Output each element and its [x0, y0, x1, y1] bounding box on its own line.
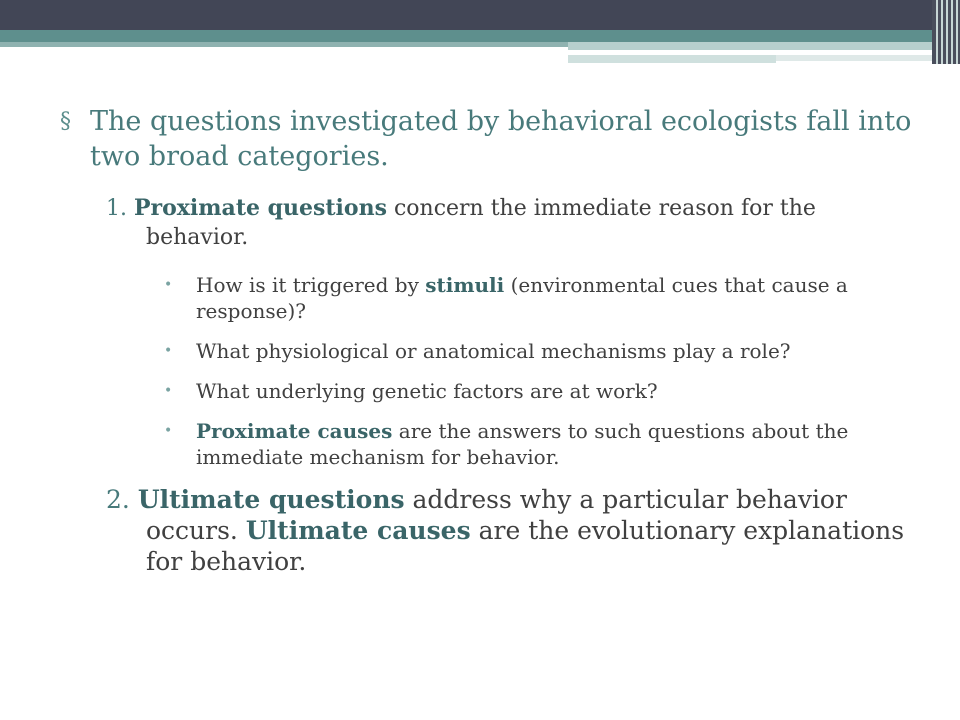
sub-item-4 — [164, 418, 920, 470]
sub-item-2 — [164, 338, 920, 364]
point-2-keyword-2: Ultimate causes — [245, 516, 471, 545]
dot-bullet-icon: • — [164, 423, 173, 439]
header-white-line — [580, 51, 890, 53]
header-band-right — [568, 42, 960, 50]
sub-item-3-text: What underlying genetic factors are at work? — [196, 379, 658, 403]
sub-item-4-keyword: Proximate causes — [196, 419, 393, 443]
point-1-number: 1. — [106, 196, 127, 221]
main-heading-text: The questions investigated by behavioral ecologists fall into two broad categories. — [90, 106, 912, 172]
header-teal-bar — [0, 30, 960, 42]
point-2-text-1: address why a particular behavior occurs. — [146, 485, 847, 545]
point-1 — [106, 194, 920, 252]
header-dark-bar — [0, 0, 960, 30]
point-2-keyword-1: Ultimate questions — [137, 485, 405, 514]
header-band-left — [0, 42, 568, 47]
header-band-lower — [568, 55, 776, 63]
sub-item-1 — [164, 272, 920, 324]
point-2 — [106, 484, 920, 577]
sub-item-1-pre: How is it triggered by — [196, 273, 426, 297]
slide-content — [60, 104, 920, 597]
sub-item-1-keyword: stimuli — [425, 273, 505, 297]
point-2-number: 2. — [106, 485, 130, 514]
dot-bullet-icon: • — [164, 277, 173, 293]
sub-item-2-text: What physiological or anatomical mechanisms play a role? — [196, 339, 791, 363]
sub-item-1-post: (environmental cues that cause a response)? — [196, 273, 848, 323]
point-1-text: concern the immediate reason for the behavior. — [146, 196, 816, 250]
dot-bullet-icon: • — [164, 343, 173, 359]
main-bullet — [60, 104, 920, 174]
header-corner-stripes — [932, 0, 960, 64]
square-bullet-icon: § — [60, 109, 71, 134]
sub-item-3 — [164, 378, 920, 404]
point-2-text-2: are the evolutionary explanations for behavior. — [146, 516, 905, 576]
dot-bullet-icon: • — [164, 383, 173, 399]
point-1-keyword: Proximate questions — [134, 195, 387, 221]
sub-item-4-post: are the answers to such questions about the immediate mechanism for behavior. — [196, 419, 849, 469]
